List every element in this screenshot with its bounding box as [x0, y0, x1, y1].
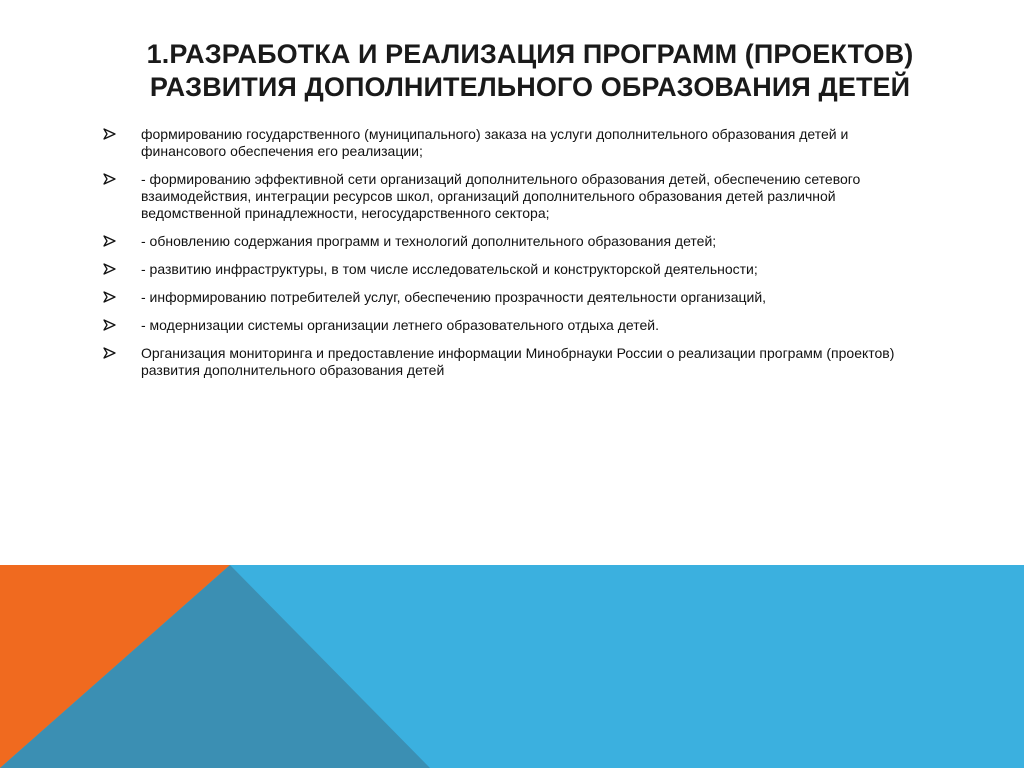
list-item	[100, 289, 930, 306]
arrowhead-bullet-icon	[102, 171, 118, 187]
title-line-2: РАЗВИТИЯ ДОПОЛНИТЕЛЬНОГО ОБРАЗОВАНИЯ ДЕТЕЙ	[149, 72, 911, 102]
arrowhead-bullet-icon	[102, 233, 118, 249]
decorative-footer	[0, 565, 1024, 768]
list-item	[100, 233, 930, 250]
bullet-text: Организация мониторинга и предоставление информации Минобрнауки России о реализации программ (проектов) развития дополнительного образования детей	[141, 345, 895, 378]
list-item	[100, 261, 930, 278]
arrowhead-bullet-icon	[102, 345, 118, 361]
title-line-1: 1.РАЗРАБОТКА И РЕАЛИЗАЦИЯ ПРОГРАММ (ПРОЕКТОВ)	[146, 39, 914, 69]
list-item	[100, 126, 930, 160]
bullet-text: - модернизации системы организации летнего образовательного отдыха детей.	[141, 317, 659, 333]
arrowhead-bullet-icon	[102, 261, 118, 277]
list-item	[100, 171, 930, 222]
bullet-text: формированию государственного (муниципального) заказа на услуги дополнительного образования детей и финансового обеспечения его реализации;	[141, 126, 849, 159]
arrowhead-bullet-icon	[102, 126, 118, 142]
bullet-list	[100, 126, 930, 390]
slide-title	[120, 38, 940, 104]
arrowhead-bullet-icon	[102, 317, 118, 333]
list-item	[100, 345, 930, 379]
bullet-text: - формированию эффективной сети организаций дополнительного образования детей, обеспечению сетевого взаимодействия, интеграции ресурсов школ, организаций дополнительного образования детей различной ведомственной принадлежности, негосударственного сектора;	[141, 171, 861, 221]
bullet-text: - развитию инфраструктуры, в том числе исследовательской и конструкторской деятельности;	[141, 261, 758, 277]
arrowhead-bullet-icon	[102, 289, 118, 305]
bullet-text: - обновлению содержания программ и технологий дополнительного образования детей;	[141, 233, 717, 249]
bullet-text: - информированию потребителей услуг, обеспечению прозрачности деятельности организаций,	[141, 289, 767, 305]
list-item	[100, 317, 930, 334]
